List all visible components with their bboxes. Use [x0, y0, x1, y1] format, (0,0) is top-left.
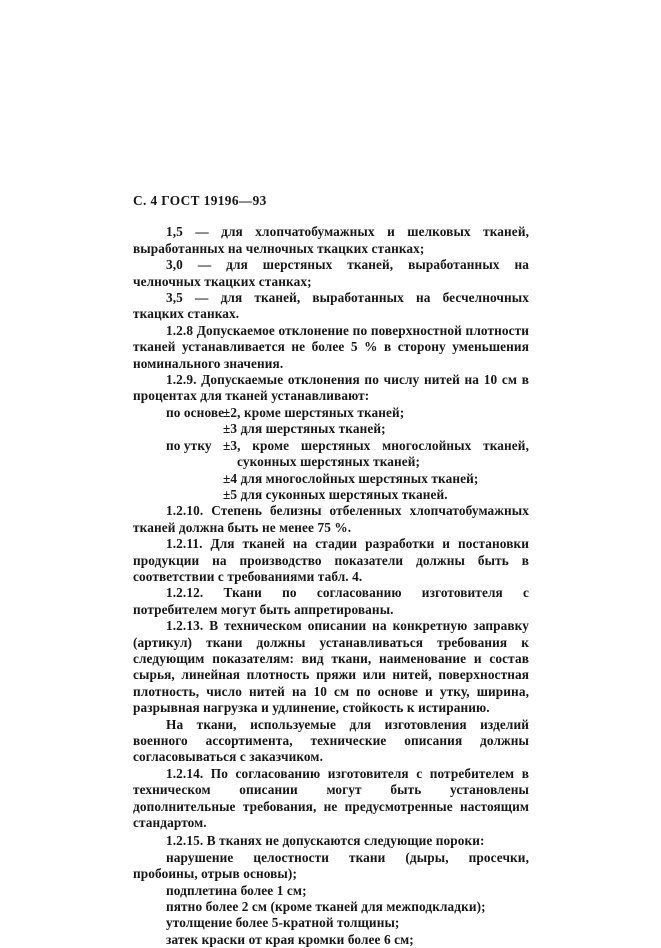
deviation-label: по утку: [166, 437, 212, 453]
item-coefficient-3-5: 3,5 — для тканей, выработанных на бесчелночных ткацких станках.: [133, 290, 529, 322]
defect-item-podpletina: подплетина более 1 см;: [166, 882, 307, 898]
deviation-label: [166, 487, 223, 503]
clause-1-2-12: 1.2.12. Ткани по согласованию изготовителя с потребителем могут быть аппретированы.: [133, 585, 529, 617]
text-block: [133, 193, 529, 948]
deviation-value: ±5 для суконных шерстяных тканей.: [223, 486, 448, 502]
deviation-row-weft-multilayer: [166, 471, 529, 487]
page-header: С. 4 ГОСТ 19196—93: [133, 193, 267, 208]
item-coefficient-3-0: 3,0 — для шерстяных тканей, выработанных на челночных ткацких станках;: [133, 257, 529, 289]
deviation-value: ±3 для шерстяных тканей;: [223, 421, 386, 437]
defect-item-integrity: нарушение целостности ткани (дыры, просечки, пробоины, отрыв основы);: [133, 849, 529, 882]
clause-1-2-9: 1.2.9. Допускаемые отклонения по числу нитей на 10 см в процентах для тканей устанавливают:: [133, 372, 529, 404]
deviation-row-warp: [166, 405, 529, 421]
clause-1-2-11: 1.2.11. Для тканей на стадии разработки и постановки продукции на производство показатели должны быть в соответствии с требованиями табл. 4.: [133, 536, 529, 584]
deviation-row-weft-cloth: [166, 487, 529, 503]
clause-1-2-13-military-note: На ткани, используемые для изготовления изделий военного ассортимента, технические описания должны согласовываться с заказчиком.: [133, 716, 529, 765]
deviation-label: по основе: [166, 404, 225, 420]
defect-item-thickening: утолщение более 5-кратной толщины;: [166, 915, 400, 931]
deviation-value: ±2, кроме шерстяных тканей;: [223, 404, 405, 420]
deviation-row-weft: [166, 438, 529, 471]
deviation-value: ±4 для многослойных шерстяных тканей;: [223, 470, 479, 486]
item-coefficient-1-5: 1,5 — для хлопчатобумажных и шелковых тканей, выработанных на челночных ткацких станках;: [133, 224, 529, 256]
deviation-label: [166, 421, 223, 437]
defect-item-stain: пятно более 2 см (кроме тканей для межподкладки);: [166, 899, 486, 915]
deviation-row-warp-wool: [166, 421, 529, 437]
thread-deviation-list: [133, 405, 529, 503]
defect-item-dye-run: затек краски от края кромки более 6 см;: [166, 931, 414, 947]
deviation-value: ±3, кроме шерстяных многослойных тканей, суконных шерстяных тканей;: [223, 437, 529, 470]
clause-1-2-8: 1.2.8 Допускаемое отклонение по поверхностной плотности тканей устанавливается не более 5 % в сторону уменьшения номинального значения.: [133, 322, 529, 371]
clause-1-2-10: 1.2.10. Степень белизны отбеленных хлопчатобумажных тканей должна быть не менее 75 %.: [133, 503, 529, 535]
clause-1-2-13: 1.2.13. В техническом описании на конкретную заправку (артикул) ткани должны устанавливаться требования к следующим показателям: вид ткани, наименование и состав сырья, линейная плотность пряжи или нитей, поверхностная плотность, число нитей на 10 см по основе и утку, ширина, разрывная нагрузка и удлинение, стойкость к истиранию.: [133, 618, 529, 716]
deviation-label: [166, 471, 223, 487]
clause-1-2-14: 1.2.14. По согласованию изготовителя с потребителем в техническом описании могут быть установлены дополнительные требования, не предусмотренные настоящим стандартом.: [133, 765, 529, 831]
clause-1-2-15: 1.2.15. В тканях не допускаются следующие пороки:: [166, 833, 485, 849]
